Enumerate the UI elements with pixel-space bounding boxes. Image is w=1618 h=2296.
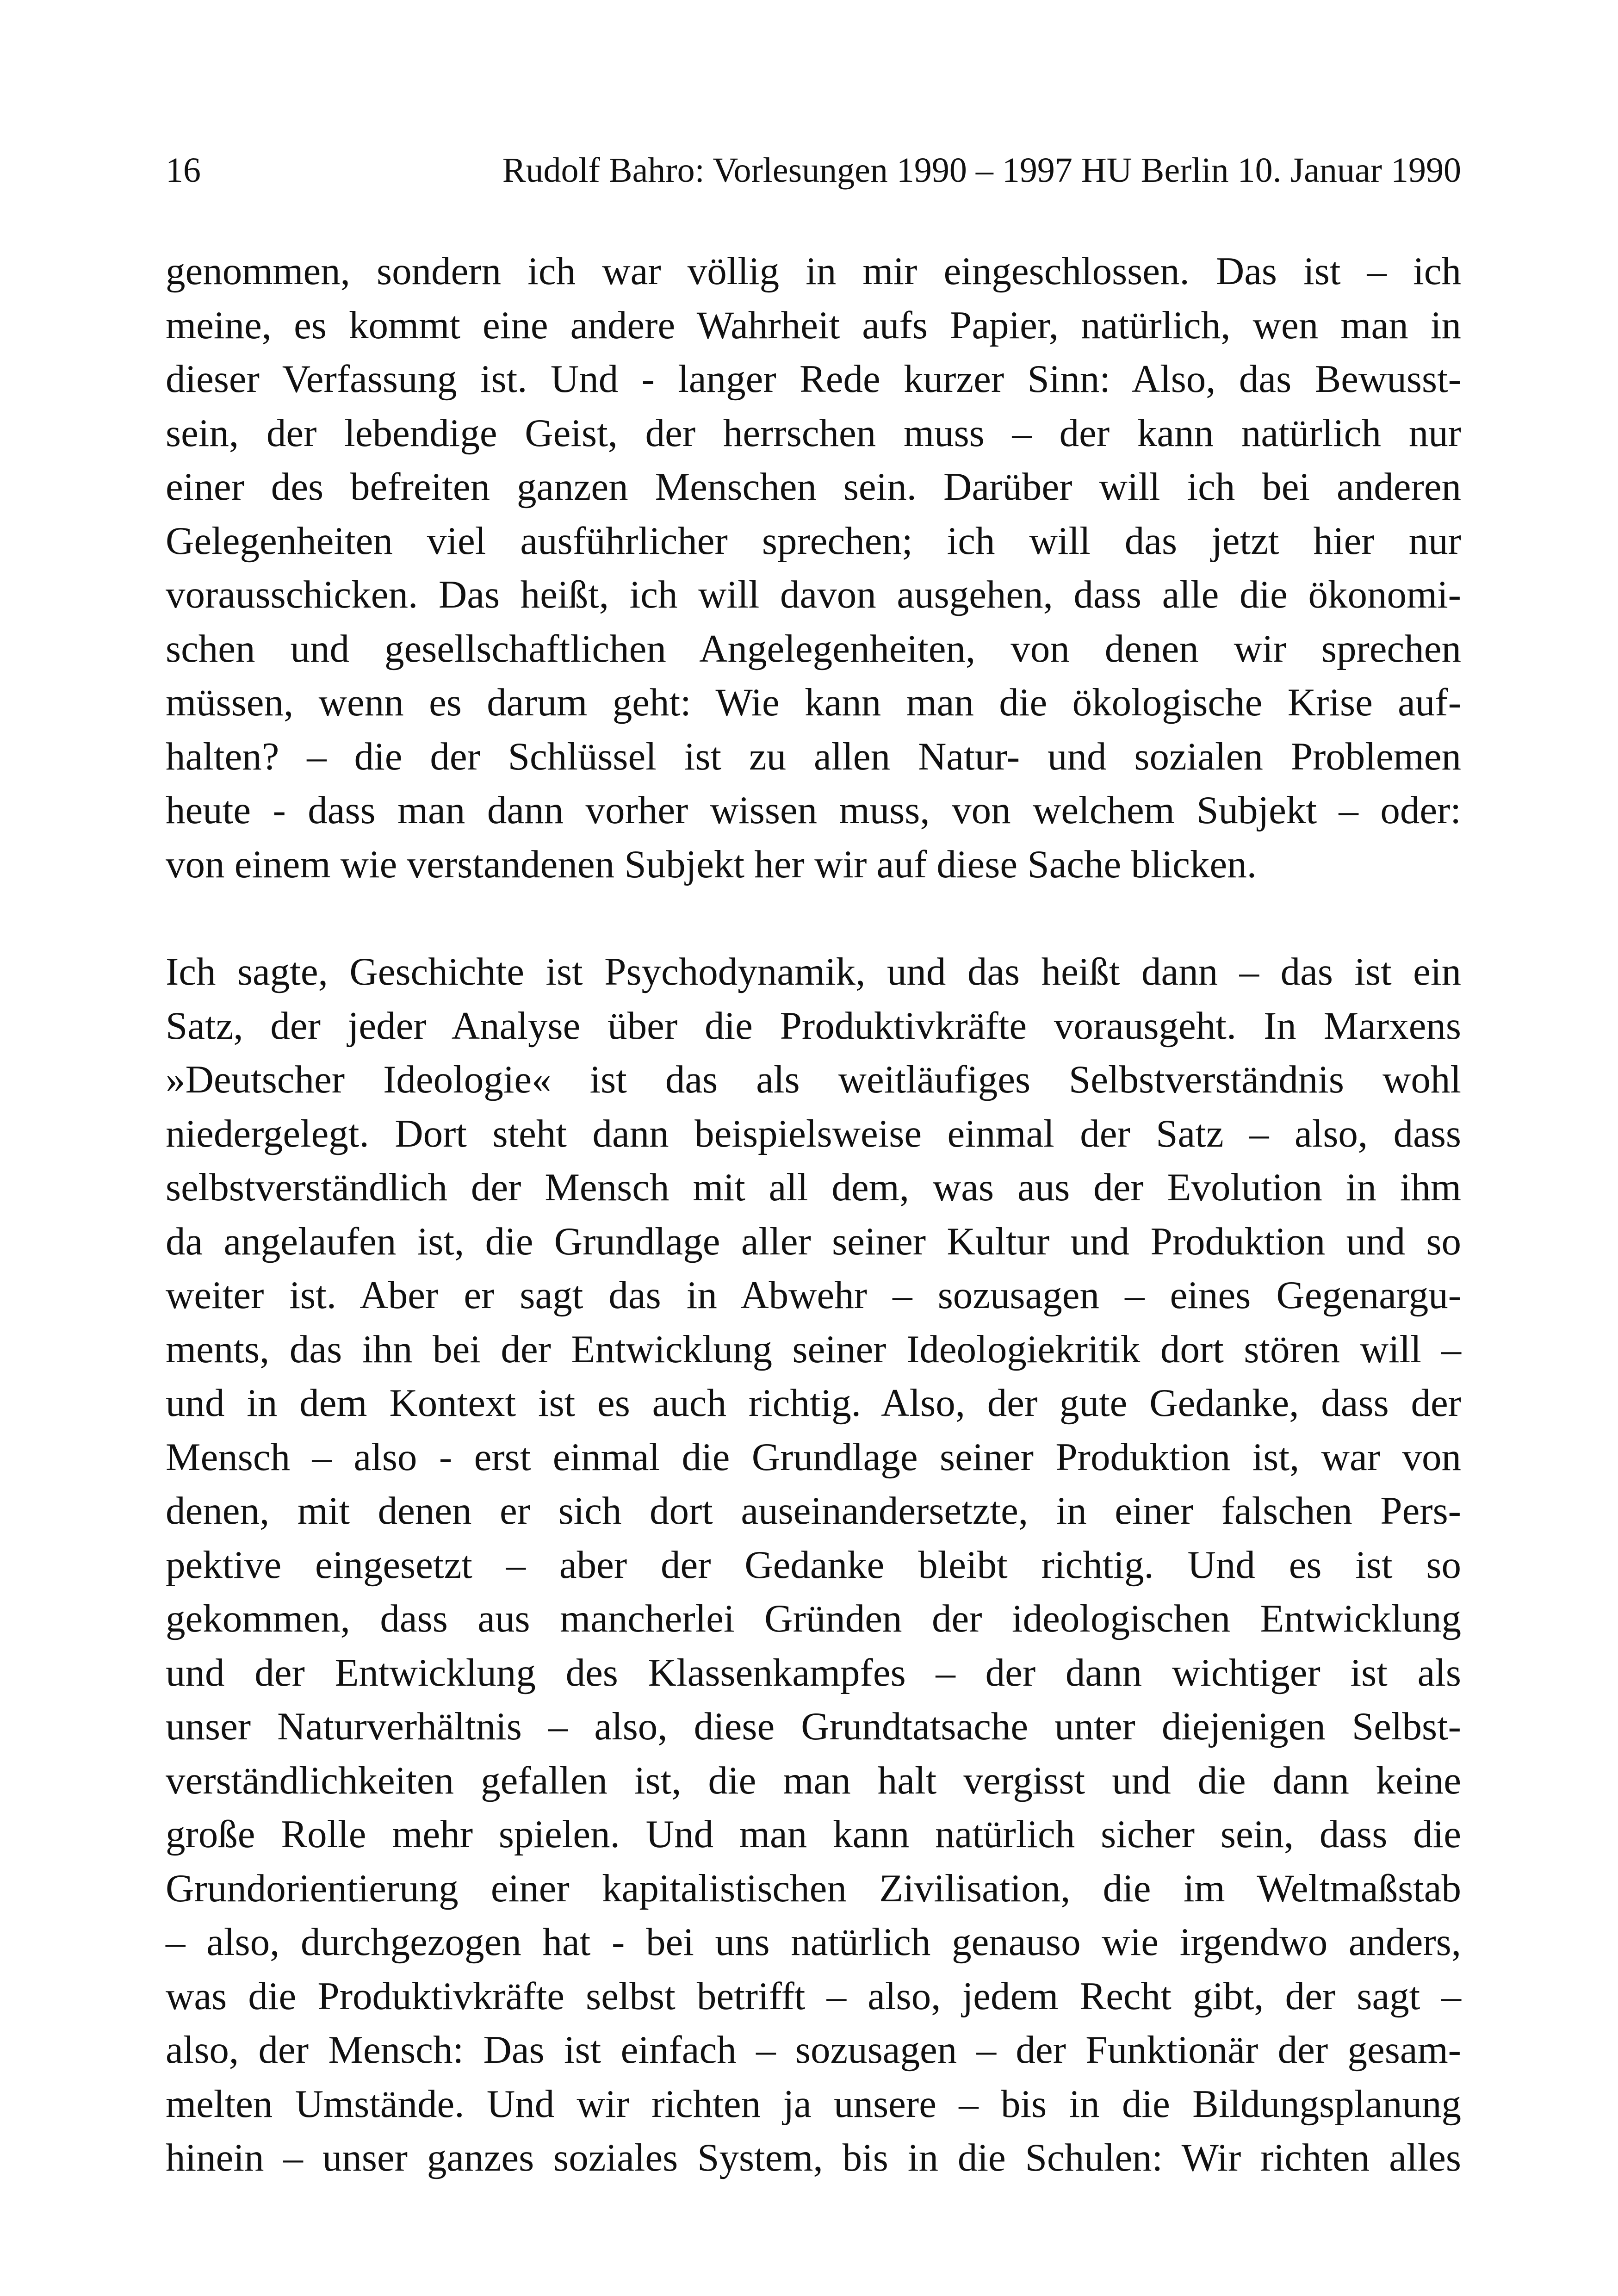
paragraph-1 xyxy=(166,244,1461,891)
text-line: Ich sagte, Geschichte ist Psychodynamik, und das heißt dann – das ist ein xyxy=(166,950,1461,993)
text-line: von einem wie verstandenen Subjekt her wir auf diese Sache blicken. xyxy=(166,842,1257,886)
text-line: Grundorientierung einer kapitalistischen Zivilisation, die im Weltmaßstab xyxy=(166,1866,1461,1910)
text-line: genommen, sondern ich war völlig in mir eingeschlossen. Das ist – ich xyxy=(166,249,1461,293)
text-line: meine, es kommt eine andere Wahrheit aufs Papier, natürlich, wen man in xyxy=(166,303,1461,347)
text-line: dieser Verfassung ist. Und - langer Rede kurzer Sinn: Also, das Bewusst- xyxy=(166,357,1461,401)
paragraph-2 xyxy=(166,945,1461,2185)
text-line: selbstverständlich der Mensch mit all dem, was aus der Evolution in ihm xyxy=(166,1166,1461,1209)
page-number: 16 xyxy=(166,151,201,190)
text-line: weiter ist. Aber er sagt das in Abwehr – sozusagen – eines Gegenargu- xyxy=(166,1273,1461,1317)
text-line: große Rolle mehr spielen. Und man kann natürlich sicher sein, dass die xyxy=(166,1812,1461,1856)
text-line: Gelegenheiten viel ausführlicher sprechen; ich will das jetzt hier nur xyxy=(166,519,1461,563)
text-line: halten? – die der Schlüssel ist zu allen Natur- und sozialen Problemen xyxy=(166,734,1461,778)
running-title: Rudolf Bahro: Vorlesungen 1990 – 1997 HU Berlin 10. Januar 1990 xyxy=(502,151,1461,190)
text-line: hinein – unser ganzes soziales System, bis in die Schulen: Wir richten alles xyxy=(166,2136,1461,2179)
text-line: einer des befreiten ganzen Menschen sein. Darüber will ich bei anderen xyxy=(166,465,1461,509)
text-line: schen und gesellschaftlichen Angelegenheiten, von denen wir sprechen xyxy=(166,627,1461,670)
text-line: und der Entwicklung des Klassenkampfes – der dann wichtiger ist als xyxy=(166,1651,1461,1694)
text-line: melten Umstände. Und wir richten ja unsere – bis in die Bildungsplanung xyxy=(166,2082,1461,2126)
text-line: verständlichkeiten gefallen ist, die man halt vergisst und die dann keine xyxy=(166,1758,1461,1802)
text-line: niedergelegt. Dort steht dann beispielsweise einmal der Satz – also, dass xyxy=(166,1111,1461,1155)
text-line: »Deutscher Ideologie« ist das als weitläufiges Selbstverständnis wohl xyxy=(166,1058,1461,1101)
text-line: sein, der lebendige Geist, der herrschen muss – der kann natürlich nur xyxy=(166,411,1461,455)
text-line: pektive eingesetzt – aber der Gedanke bleibt richtig. Und es ist so xyxy=(166,1543,1461,1587)
text-line: heute - dass man dann vorher wissen muss, von welchem Subjekt – oder: xyxy=(166,788,1461,832)
text-line: was die Produktivkräfte selbst betrifft – also, jedem Recht gibt, der sagt – xyxy=(166,1974,1461,2018)
text-line: denen, mit denen er sich dort auseinandersetzte, in einer falschen Pers- xyxy=(166,1489,1461,1533)
text-line: unser Naturverhältnis – also, diese Grundtatsache unter diejenigen Selbst- xyxy=(166,1705,1461,1748)
text-line: Satz, der jeder Analyse über die Produktivkräfte vorausgeht. In Marxens xyxy=(166,1004,1461,1048)
text-line: Mensch – also - erst einmal die Grundlage seiner Produktion ist, war von xyxy=(166,1435,1461,1479)
text-line: ments, das ihn bei der Entwicklung seiner Ideologiekritik dort stören will – xyxy=(166,1327,1461,1371)
text-line: und in dem Kontext ist es auch richtig. Also, der gute Gedanke, dass der xyxy=(166,1381,1461,1425)
text-line: also, der Mensch: Das ist einfach – sozusagen – der Funktionär der gesam- xyxy=(166,2028,1461,2072)
body-text xyxy=(166,244,1461,2185)
text-line: gekommen, dass aus mancherlei Gründen der ideologischen Entwicklung xyxy=(166,1597,1461,1640)
text-line: – also, durchgezogen hat - bei uns natürlich genauso wie irgendwo anders, xyxy=(166,1920,1461,1964)
text-line: müssen, wenn es darum geht: Wie kann man die ökologische Krise auf- xyxy=(166,681,1461,724)
page-header xyxy=(166,147,1461,193)
text-line: vorausschicken. Das heißt, ich will davon ausgehen, dass alle die ökonomi- xyxy=(166,573,1461,616)
text-line: da angelaufen ist, die Grundlage aller seiner Kultur und Produktion und so xyxy=(166,1219,1461,1263)
